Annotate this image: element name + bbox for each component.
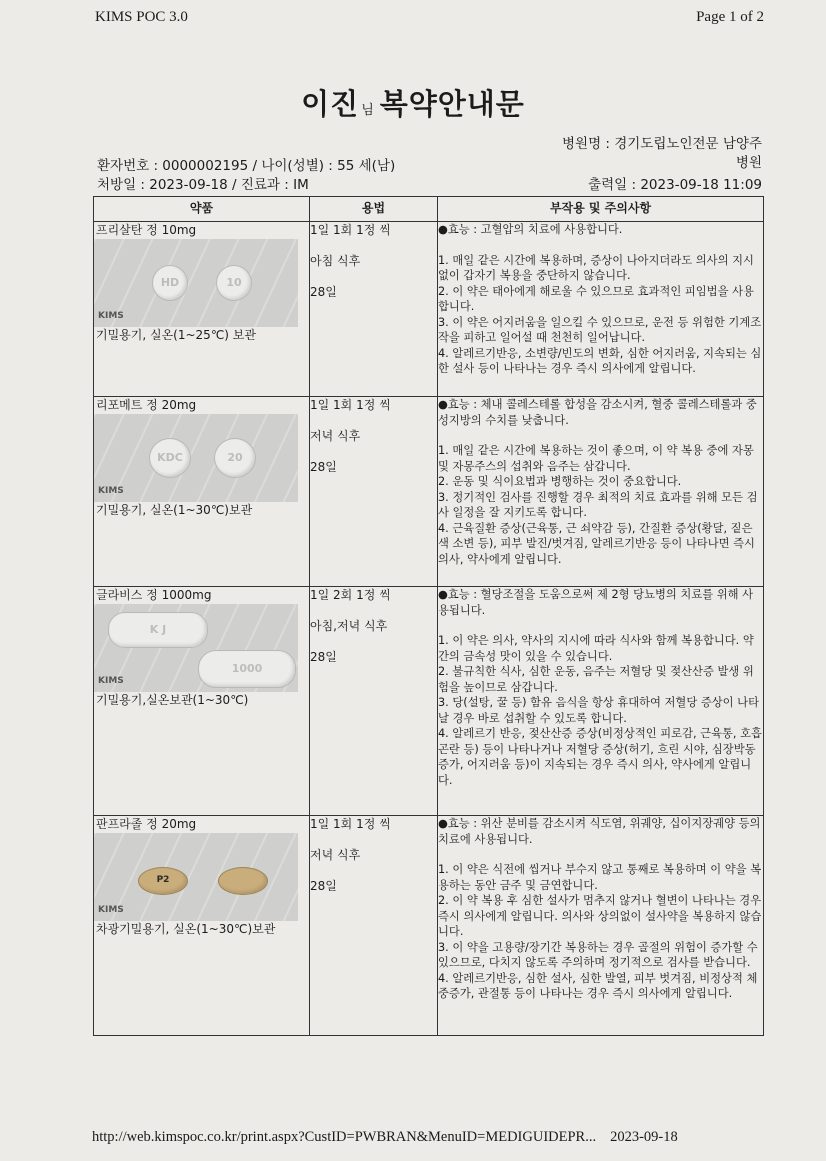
page-number: Page 1 of 2 xyxy=(696,9,764,25)
pill-image xyxy=(94,239,298,327)
table-header-row xyxy=(94,197,764,222)
pill-back: 10 xyxy=(216,265,252,301)
note-item: 1. 매일 같은 시간에 복용하는 것이 좋으며, 이 약 복용 중에 자몽 및 자몽주스의 섭취와 음주는 삼갑니다. xyxy=(438,444,754,473)
note-item: 3. 정기적인 검사를 진행할 경우 최적의 치료 효과를 위해 모든 검사 일정을 잘 지키도록 합니다. xyxy=(438,490,758,519)
medication-table xyxy=(93,196,764,1036)
drug-name: 판프라졸 정 20mg xyxy=(96,817,197,831)
dosage-cell xyxy=(310,397,438,587)
storage-info: 기밀용기, 실온(1~25℃) 보관 xyxy=(96,328,256,342)
footer-date: 2023-09-18 xyxy=(610,1129,678,1145)
dose-days: 28일 xyxy=(310,285,337,299)
note-item: 4. 알레르기반응, 심한 설사, 심한 발열, 피부 벗겨짐, 비정상적 체중증가, 관절통 등이 나타나는 경우 즉시 의사에게 알립니다. xyxy=(438,971,758,1000)
pill-front: KDC xyxy=(149,438,191,478)
drug-name: 글라비스 정 1000mg xyxy=(96,588,212,602)
drug-cell xyxy=(94,222,310,397)
note-item: 4. 알레르기반응, 소변량/빈도의 변화, 심한 어지러움, 지속되는 심한 설사 등이 나타나는 경우 즉시 의사에게 알립니다. xyxy=(438,346,762,375)
pill-back: 20 xyxy=(214,438,256,478)
patient-id-line: 환자번호 : 0000002195 / 나이(성별) : 55 세(남) xyxy=(97,158,396,174)
col-header-dosage: 용법 xyxy=(310,197,438,222)
efficacy-text: ●효능 : 체내 콜레스테롤 합성을 감소시켜, 혈중 콜레스테롤과 중성지방의 수치를 낮춥니다. xyxy=(438,398,757,427)
dose-frequency: 1일 2회 1정 씩 xyxy=(310,588,391,602)
app-name: KIMS POC 3.0 xyxy=(95,9,188,25)
dose-frequency: 1일 1회 1정 씩 xyxy=(310,398,391,412)
table-row xyxy=(94,397,764,587)
kims-logo: KIMS xyxy=(98,485,124,496)
note-item: 2. 이 약은 태아에게 해로울 수 있으므로 효과적인 피임법을 사용합니다. xyxy=(438,284,754,313)
dosage-cell xyxy=(310,816,438,1036)
pill-front: HD xyxy=(152,265,188,301)
storage-info: 기밀용기, 실온(1~30℃)보관 xyxy=(96,503,253,517)
drug-cell xyxy=(94,816,310,1036)
efficacy-text: ●효능 : 고혈압의 치료에 사용합니다. xyxy=(438,223,623,236)
source-url[interactable]: http://web.kimspoc.co.kr/print.aspx?CustID=PWBRAN&MenuID=MEDIGUIDEPR... xyxy=(92,1129,597,1145)
table-row xyxy=(94,816,764,1036)
note-item: 1. 이 약은 의사, 약사의 지시에 따라 식사와 함께 복용합니다. 약간의 금속성 맛이 있을 수 있습니다. xyxy=(438,634,754,663)
storage-info: 기밀용기,실온보관(1~30℃) xyxy=(96,693,249,707)
efficacy-text: ●효능 : 위산 분비를 감소시켜 식도염, 위궤양, 십이지장궤양 등의 치료에 사용됩니다. xyxy=(438,817,761,846)
print-footer xyxy=(92,1129,678,1146)
kims-logo: KIMS xyxy=(98,904,124,915)
hospital-line-2: 병원 xyxy=(735,155,762,171)
dose-frequency: 1일 1회 1정 씩 xyxy=(310,817,391,831)
dose-timing: 저녁 식후 xyxy=(310,848,361,862)
note-item: 1. 매일 같은 시간에 복용하며, 증상이 나아지더라도 의사의 지시없이 갑자기 복용을 중단하지 않습니다. xyxy=(438,253,754,282)
dose-timing: 아침,저녁 식후 xyxy=(310,619,388,633)
dosage-cell xyxy=(310,222,438,397)
pill-front: P2 xyxy=(138,867,188,895)
dose-frequency: 1일 1회 1정 씩 xyxy=(310,223,391,237)
dose-timing: 저녁 식후 xyxy=(310,429,361,443)
pill-image xyxy=(94,414,298,502)
document-type: 복약안내문 xyxy=(379,87,525,121)
table-row xyxy=(94,587,764,816)
dose-timing: 아침 식후 xyxy=(310,254,361,268)
pill-back xyxy=(218,867,268,895)
note-item: 3. 이 약을 고용량/장기간 복용하는 경우 골절의 위험이 증가할 수 있으므로, 다치지 않도록 주의하며 정기적으로 검사를 받습니다. xyxy=(438,940,758,969)
note-item: 4. 근육질환 증상(근육통, 근 쇠약감 등), 간질환 증상(황달, 짙은색 소변 등), 피부 발진/벗겨짐, 알레르기반응 등이 나타나면 즉시 의사, 약사에게 알립니다. xyxy=(438,521,755,566)
table-row xyxy=(94,222,764,397)
col-header-precautions: 부작용 및 주의사항 xyxy=(438,197,764,222)
note-item: 2. 불규칙한 식사, 심한 운동, 음주는 저혈당 및 젖산산증 발생 위험을 높이므로 삼갑니다. xyxy=(438,665,754,694)
patient-name: 이진 xyxy=(301,87,360,121)
dose-days: 28일 xyxy=(310,879,337,893)
efficacy-text: ●효능 : 혈당조절을 도움으로써 제 2형 당뇨병의 치료를 위해 사용됩니다. xyxy=(438,588,754,617)
drug-cell xyxy=(94,397,310,587)
storage-info: 차광기밀용기, 실온(1~30℃)보관 xyxy=(96,922,276,936)
note-item: 1. 이 약은 식전에 씹거나 부수지 않고 통째로 복용하며 이 약을 복용하는 동안 금주 및 금연합니다. xyxy=(438,863,762,892)
dose-days: 28일 xyxy=(310,460,337,474)
note-item: 3. 당(설탕, 꿀 등) 함유 음식을 항상 휴대하여 저혈당 증상이 나타날 경우 바로 섭취할 수 있도록 합니다. xyxy=(438,696,760,725)
precautions-cell xyxy=(438,587,764,816)
pill-image xyxy=(94,604,298,692)
kims-logo: KIMS xyxy=(98,675,124,686)
pill-front: K J xyxy=(108,612,208,648)
dosage-cell xyxy=(310,587,438,816)
precautions-cell xyxy=(438,222,764,397)
document-title xyxy=(0,82,826,123)
prescription-line: 처방일 : 2023-09-18 / 진료과 : IM xyxy=(97,177,309,193)
drug-name: 리포메트 정 20mg xyxy=(96,398,197,412)
precautions-cell xyxy=(438,816,764,1036)
col-header-drug: 약품 xyxy=(94,197,310,222)
note-item: 2. 이 약 복용 후 심한 설사가 멈추지 않거나 혈변이 나타나는 경우 즉시 의사에게 알립니다. 의사와 상의없이 설사약을 복용하지 않습니다. xyxy=(438,894,762,938)
hospital-name xyxy=(462,135,762,173)
pill-back: 1000 xyxy=(198,650,296,688)
print-date: 출력일 : 2023-09-18 11:09 xyxy=(588,177,762,193)
drug-name: 프리살탄 정 10mg xyxy=(96,223,197,237)
precautions-cell xyxy=(438,397,764,587)
drug-cell xyxy=(94,587,310,816)
note-item: 3. 이 약은 어지러움을 일으킬 수 있으므로, 운전 등 위험한 기계조작을 피하고 일어설 때 천천히 일어납니다. xyxy=(438,315,762,344)
kims-logo: KIMS xyxy=(98,310,124,321)
note-item: 4. 알레르기 반응, 젖산산증 증상(비정상적인 피로감, 근육통, 호흡곤란 등) 등이 나타나거나 저혈당 증상(허기, 흐린 시야, 심장박동 증가, 어지러움 등)이 지속되는 경우 즉시 의사, 약사에게 알립니다. xyxy=(438,727,762,787)
pill-image xyxy=(94,833,298,921)
dose-days: 28일 xyxy=(310,650,337,664)
hospital-line-1: 병원명 : 경기도립노인전문 남양주 xyxy=(562,136,762,152)
honorific: 님 xyxy=(361,103,374,118)
note-item: 2. 운동 및 식이요법과 병행하는 것이 중요합니다. xyxy=(438,475,682,488)
